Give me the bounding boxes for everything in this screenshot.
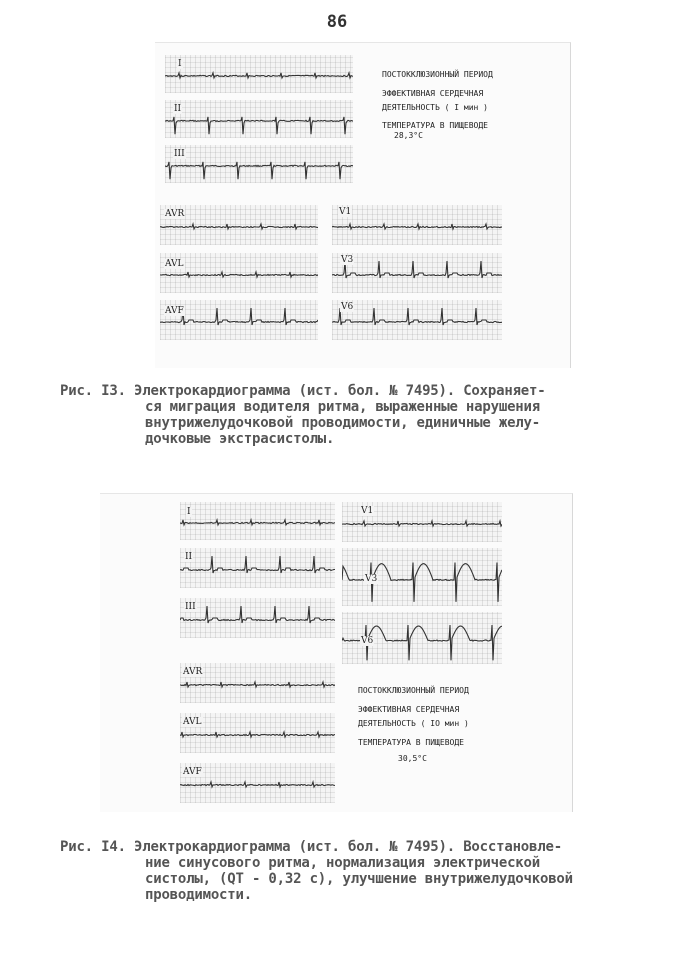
fig13-lead-AVL-strip [160, 253, 318, 293]
fig13-lead-I-strip [165, 55, 353, 93]
info-activity: ЭФФЕКТИВНАЯ СЕРДЕЧНАЯ [382, 89, 484, 98]
ecg-trace [332, 224, 502, 229]
lead-label: I [178, 59, 182, 69]
fig14-lead-AVF-strip [180, 763, 335, 803]
ecg-trace [160, 224, 318, 229]
ecg-trace [165, 117, 353, 134]
fig14-lead-V3-strip [342, 548, 502, 606]
fig13-lead-V3-strip [332, 253, 502, 293]
info-period: ПОСТОККЛЮЗИОННЫЙ ПЕРИОД [382, 70, 493, 79]
figure-14-info [358, 686, 469, 764]
info-temperature-value: 30,5°С [398, 754, 427, 763]
ecg-trace [180, 682, 335, 687]
caption-line: Рис. I3. Электрокардиограмма (ист. бол. № 7495). Сохраняет- [60, 383, 546, 399]
ecg-trace [165, 73, 353, 78]
page-number: 86 [326, 12, 348, 32]
fig13-lead-AVF-strip [160, 300, 318, 340]
info-temperature-label: ТЕМПЕРАТУРА В ПИЩЕВОДЕ [358, 738, 464, 747]
lead-label: III [185, 602, 196, 612]
fig14-lead-II-strip [180, 548, 335, 588]
fig14-lead-V6-strip [342, 612, 502, 664]
ecg-trace [180, 782, 335, 787]
lead-label: AVF [165, 306, 184, 316]
ecg-trace [180, 732, 335, 737]
caption-line: систолы, (QT - 0,32 с), улучшение внутрижелудочковой [145, 871, 573, 887]
ecg-trace [180, 606, 335, 623]
lead-label: V1 [361, 506, 374, 516]
lead-label: I [187, 507, 191, 517]
caption-line: ся миграция водителя ритма, выраженные нарушения [145, 399, 540, 415]
figure-13-info [382, 70, 493, 141]
figure-13-caption [60, 383, 546, 447]
lead-label: AVF [183, 767, 202, 777]
lead-label: III [174, 149, 185, 159]
caption-line: дочковые экстрасистолы. [145, 431, 335, 447]
figure-14-sheet [100, 493, 573, 812]
lead-label: II [174, 104, 182, 114]
fig14-lead-AVL-strip [180, 713, 335, 753]
caption-line: Рис. I4. Электрокардиограмма (ист. бол. № 7495). Восстановле- [60, 839, 562, 855]
ecg-trace [180, 520, 335, 525]
lead-label: AVR [165, 209, 185, 219]
caption-line: ние синусового ритма, нормализация электрической [145, 855, 540, 871]
lead-label: V6 [361, 636, 374, 646]
lead-label: V3 [341, 255, 354, 265]
info-duration: ДЕЯТЕЛЬНОСТЬ ( I мин ) [382, 103, 488, 112]
figure-14-caption [60, 839, 573, 903]
lead-label: V3 [365, 574, 378, 584]
fig13-lead-II-strip [165, 100, 353, 138]
lead-label: II [185, 552, 193, 562]
fig14-lead-I-strip [180, 502, 335, 540]
info-temperature-label: ТЕМПЕРАТУРА В ПИЩЕВОДЕ [382, 121, 488, 130]
fig13-lead-III-strip [165, 145, 353, 183]
fig13-lead-V6-strip [332, 300, 502, 340]
lead-label: V6 [341, 302, 354, 312]
ecg-trace [342, 521, 502, 526]
info-period: ПОСТОККЛЮЗИОННЫЙ ПЕРИОД [358, 686, 469, 695]
ecg-trace [332, 261, 502, 278]
fig13-lead-V1-strip [332, 205, 502, 245]
fig14-lead-V1-strip [342, 502, 502, 542]
lead-label: AVL [183, 717, 202, 727]
ecg-trace [180, 556, 335, 573]
info-temperature-value: 28,3°С [394, 131, 423, 140]
ecg-trace [165, 162, 353, 179]
fig14-lead-III-strip [180, 598, 335, 638]
fig14-lead-AVR-strip [180, 663, 335, 703]
info-duration: ДЕЯТЕЛЬНОСТЬ ( IO мин ) [358, 719, 469, 728]
lead-label: AVR [183, 667, 203, 677]
fig13-lead-AVR-strip [160, 205, 318, 245]
caption-line: проводимости. [145, 887, 252, 903]
ecg-trace [332, 308, 502, 325]
caption-line: внутрижелудочковой проводимости, единичные желу- [145, 415, 540, 431]
lead-label: AVL [165, 259, 184, 269]
ecg-trace [160, 272, 318, 277]
info-activity: ЭФФЕКТИВНАЯ СЕРДЕЧНАЯ [358, 705, 460, 714]
lead-label: V1 [339, 207, 352, 217]
